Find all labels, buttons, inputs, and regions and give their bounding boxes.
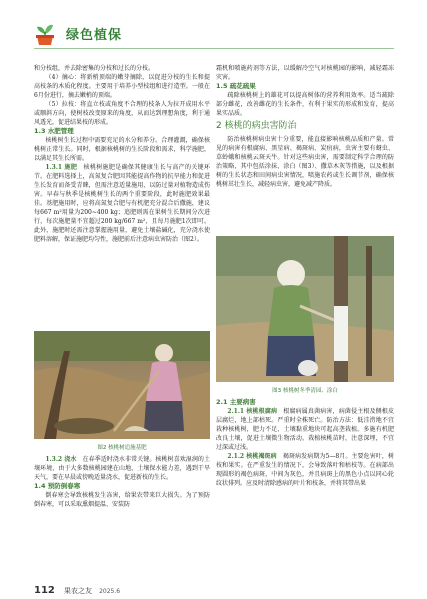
section-title: 绿色植保 [66, 28, 123, 43]
paragraph [34, 455, 210, 482]
paragraph: 霜机和喷施药剂等方法，以缓解冷空气对核桃园的影响，减轻霜冻灾害。 [216, 65, 394, 81]
right-column [216, 64, 394, 189]
heading-2: 2 核桃的病虫害防治 [216, 121, 297, 131]
heading-1-3: 1.3 水肥管理 [34, 127, 74, 135]
whitewashing-photo-image [216, 236, 394, 382]
magazine-name: 果农之友 [63, 587, 92, 595]
subheading-2-1-1: 2.1.1 核桃根腐病 [227, 408, 278, 415]
fertilizing-photo-image [34, 331, 210, 439]
page-header [0, 0, 427, 52]
subheading-2-1-2: 2.1.2 核桃褐斑病 [227, 453, 277, 460]
paragraph [216, 407, 394, 452]
figure-3-photo [216, 236, 394, 382]
plant-pot-icon [34, 22, 56, 46]
figure-2-caption: 图2 核桃树追施基肥 [97, 445, 147, 451]
page-footer [34, 578, 120, 597]
figure-3-caption: 图3 核桃树冬季清园、涂白 [272, 388, 338, 394]
paragraph: 核桃树生长过程中需要充足的水分和养分。合理灌溉，确保核桃树正常生长。同时，根据核桃树的生长阶段和需求，科学施肥，以满足其生长所需。 [34, 137, 210, 162]
left-column-lower [34, 455, 210, 509]
paragraph-text: 在春季适时浇水非常关键。核桃树喜欢湿润的土壤环境，由于大多数核桃园建在山地，土壤保水能力差，遇到干旱天气，要在早晨或傍晚适量浇水，促进新枝的生长。 [34, 456, 210, 481]
paragraph [34, 163, 210, 244]
issue-number: 2025.6 [99, 588, 121, 595]
paragraph: 倒春寒会导致核桃发生冻害，给果农带来巨大损失。为了预防倒春寒，可以采取熏烟提温、安装防 [34, 492, 210, 508]
header-divider [34, 48, 394, 49]
paragraph: 防治核桃树病虫害十分重要，能直接影响核桃品质和产量。常见的病害有根腐病、黑星病、褐斑病、炭疽病，虫害主要有蚜虫、草蛉蛾和核桃云斑天牛。针对这些病虫害，需要制定科学合理的防治策略，其中包括涂抹、涂白（图3）、撒草木灰等措施，以及根据树的生长状态和田间病虫害情况，喷施农药或生长调节剂，确保核桃树茁壮生长，减轻病虫害，避免减产降质。 [216, 136, 394, 188]
paragraph-text: 褐斑病发病期为5—8月。主要危害叶，树枝和果实。在严重发生的情况下，会导致落叶和枯枝等。在病部出现圆形的褐色病斑，中间为灰色，并且病斑上的黑色小点以同心轮纹状排列。应及时清除感病的叶片和枝条，并将其带出果 [216, 453, 394, 487]
heading-1-4: 1.4 预防倒春寒 [34, 482, 81, 490]
paragraph: （5）拉枝：将直立枝或角度不合理的枝条人为拉开成用水平或顺斜方向，使树枝改变原来的角度，从而达到理想角度，利于通风透光，促进结果枝的形成。 [34, 101, 210, 126]
heading-1-5: 1.5 疏花疏果 [216, 82, 256, 90]
paragraph: （4）摘心：将新梢顶端的嫩芽摘除，以促进分枝的生长和提高枝条的木质化程度。主要用于培养小型枝组和进行造型。一般在6月份进行，摘去嫩梢的顶端。 [34, 74, 210, 99]
paragraph: 疏除核桃树上的雄花可以提高树体的营养利用效率。适当疏除部分雌花，改善雌花的生长条件，有利于果实的形成和发育，提高果实品质。 [216, 92, 394, 117]
paragraph: 和分枝组，并去除密集的分枝和过长的分枝。 [34, 65, 155, 72]
figure-2-photo [34, 331, 210, 439]
paragraph-text: 核桃树施肥是确保其健康生长与高产的关键环节。在肥料选择上，高氮复合肥因其能提高作物的抗旱能力和促进生长发育而备受青睐，但需注意适量施用，以防过量对植物造成伤害。早春与秋季是核桃树生长的两个重要阶段，此时施肥效果最佳。基肥施用时，应将高氮复合肥与有机肥充分混合后撒施，建议每667 m²用量为200~400 kg；追肥则需在果树生长期间分次进行，每次施肥量不宜超过200 kg/667 m²，且每月施肥1次即可。此外，施肥时还需注意掌握施用量，避免土壤盐碱化，充分浇水使肥料溶解，保证施肥均匀性，施肥前后注意病虫害防治（图2）。 [34, 164, 210, 243]
page-number: 112 [34, 585, 55, 596]
paragraph-text: 根腐病属真菌病害，病菌侵主根及侧根皮层腐烂，地上部枯死。严重时全株死亡。防治方法：低洼涝地不宜栽种核桃树，肥力不足、土壤黏重地块可起高垄栽植。多施有机肥改良土壤，促进土壤微生物活动。栽植核桃苗时，注意深埋，不宜过深或过浅。 [216, 408, 394, 451]
subheading-1-3-2: 1.3.2 浇水 [45, 456, 77, 463]
paragraph [216, 452, 394, 488]
left-column [34, 64, 210, 244]
heading-2-1: 2.1 主要病害 [216, 398, 256, 406]
right-column-lower [216, 398, 394, 488]
subheading-1-3-1: 1.3.1 施肥 [45, 164, 78, 171]
